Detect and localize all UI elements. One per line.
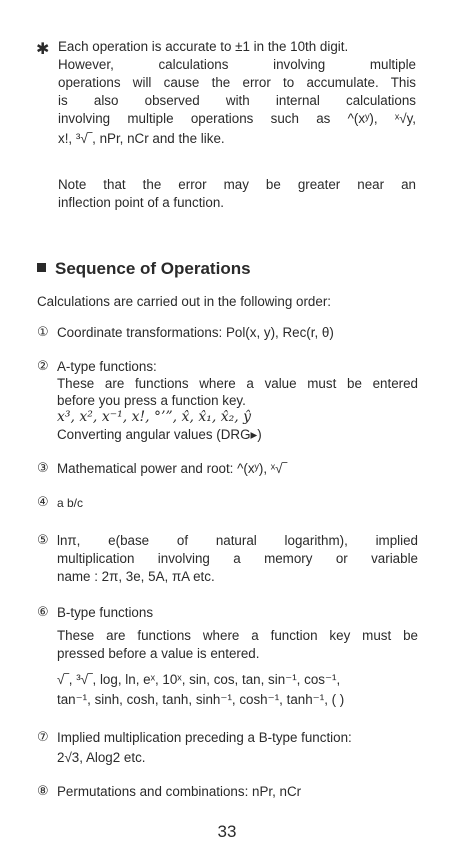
item-5-number: ⑤ — [37, 532, 49, 547]
heading-square-bullet-icon — [37, 263, 46, 272]
note2-line-2: inflection point of a function. — [58, 195, 225, 210]
item-6-line-4: √‾, ³√‾, log, ln, eˣ, 10ˣ, sin, cos, tan, sin⁻¹, cos⁻¹, — [57, 672, 341, 687]
item-3-line-1: Mathematical power and root: ^(xʸ), ˣ√‾ — [57, 461, 287, 476]
item-6-line-5: tan⁻¹, sinh, cosh, tanh, sinh⁻¹, cosh⁻¹, tanh⁻¹, ( ) — [57, 692, 345, 707]
item-8-number: ⑧ — [37, 783, 49, 798]
item-2-line-4: x³, x², x⁻¹, x!, °’”, x̂, x̂₁, x̂₂, ŷ — [57, 409, 252, 425]
item-2-line-1: A-type functions: — [57, 359, 157, 374]
note2-line-1: Note that the error may be greater near an — [58, 177, 416, 192]
note-line-4: is also observed with internal calculations — [58, 93, 416, 108]
section-title: Sequence of Operations — [55, 259, 251, 278]
item-6-line-2: These are functions where a function key must be — [57, 628, 418, 643]
item-4-line-1: a b/c — [57, 496, 84, 510]
page-number: 33 — [217, 822, 237, 841]
note-line-5: involving multiple operations such as ^(xʸ), ˣ√y, — [58, 111, 416, 126]
item-1-line-1: Coordinate transformations: Pol(x, y), Rec(r, θ) — [57, 325, 334, 340]
item-7-line-2: 2√3, Alog2 etc. — [57, 750, 146, 765]
item-5-line-3: name : 2π, 3e, 5A, πA etc. — [57, 569, 215, 584]
item-5-line-2: multiplication involving a memory or variable — [57, 551, 418, 566]
item-2-line-3: before you press a function key. — [57, 393, 246, 408]
note-line-2: However, calculations involving multiple — [58, 57, 416, 72]
note-line-3: operations will cause the error to accumulate. This — [58, 75, 416, 90]
note-line-1: Each operation is accurate to ±1 in the 10th digit. — [58, 39, 349, 54]
item-6-line-1: B-type functions — [57, 605, 154, 620]
item-7-number: ⑦ — [37, 729, 49, 744]
item-6-line-3: pressed before a value is entered. — [57, 646, 260, 661]
asterisk-note-marker: ✱ — [36, 41, 50, 58]
note-line-6: x!, ³√‾, nPr, nCr and the like. — [58, 131, 225, 146]
item-4-number: ④ — [37, 494, 49, 509]
item-3-number: ③ — [37, 460, 49, 475]
item-2-line-2: These are functions where a value must be entered — [57, 376, 418, 391]
item-1-number: ① — [37, 324, 49, 339]
item-7-line-1: Implied multiplication preceding a B-type function: — [57, 730, 352, 745]
item-5-line-1: lnπ, e(base of natural logarithm), implied — [57, 533, 418, 548]
section-intro: Calculations are carried out in the following order: — [37, 294, 332, 309]
item-2-line-5: Converting angular values (DRG▸) — [57, 427, 262, 442]
item-2-number: ② — [37, 358, 49, 373]
section-heading — [37, 258, 251, 280]
item-8-line-1: Permutations and combinations: nPr, nCr — [57, 784, 302, 799]
item-6-number: ⑥ — [37, 604, 49, 619]
